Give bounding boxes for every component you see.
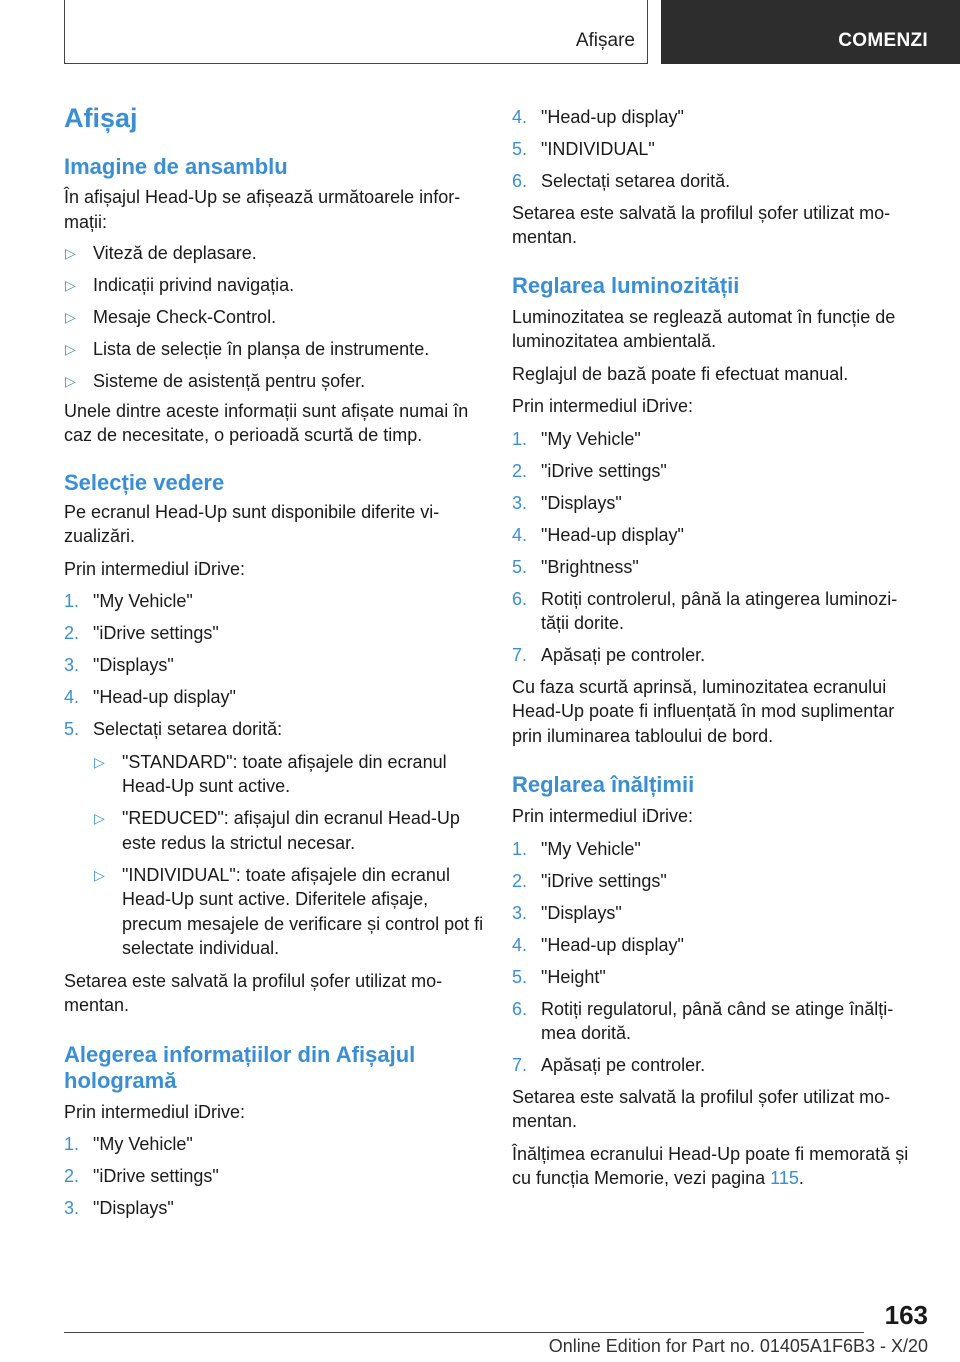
page-title: Afișaj <box>64 103 138 133</box>
list-item: 5. "Height" <box>512 966 606 987</box>
list-item: 5. "INDIVIDUAL" <box>512 139 655 159</box>
list-item: 4. "Head-up display" <box>512 934 684 955</box>
triangle-bullet-icon: ▷ <box>65 245 76 261</box>
heading-brightness: Reglarea luminozității <box>512 272 740 298</box>
left-column <box>64 100 484 1221</box>
view-intro: Pe ecranul Head-Up sunt disponibile diferite vi-zualizări. <box>64 501 440 546</box>
list-item: 3. "Displays" <box>64 1198 174 1218</box>
height-memory-note: Înălțimea ecranului Head-Up poate fi memorată și cu funcția Memorie, vezi pagina 115. <box>512 1143 909 1188</box>
list-item: 7. Apăsați pe controler. <box>512 645 706 665</box>
brightness-idrive: Prin intermediul iDrive: <box>512 396 694 416</box>
list-item: 6. Rotiți controlerul, până la atingerea luminozi-tății dorite. <box>512 588 898 633</box>
list-item: ▷ "REDUCED": afișajul din ecranul Head-Up este redus la strictul necesar. <box>94 808 460 853</box>
footer-edition: Online Edition for Part no. 01405A1F6B3 - X/20 <box>548 1336 928 1356</box>
list-item: ▷ "INDIVIDUAL": toate afișajele din ecranul Head-Up sunt active. Diferitele afișaje, precum mesajele de verificare și control pot fi selectate individual. <box>94 864 484 958</box>
list-item: 1. "My Vehicle" <box>64 591 193 611</box>
heading-overview: Imagine de ansamblu <box>64 154 288 179</box>
header-section-box <box>64 0 648 64</box>
list-item: 2. "iDrive settings" <box>512 870 667 891</box>
list-item: 1. "My Vehicle" <box>512 428 641 449</box>
triangle-bullet-icon: ▷ <box>94 866 105 883</box>
page-number: 163 <box>884 1300 928 1330</box>
triangle-bullet-icon: ▷ <box>65 309 76 325</box>
view-saved-note: Setarea este salvată la profilul șofer utilizat mo-mentan. <box>64 970 443 1015</box>
header-chapter: COMENZI <box>838 30 928 51</box>
heading-view-selection: Selecție vedere <box>64 469 225 495</box>
list-item: 7. Apăsați pe controler. <box>512 1055 706 1075</box>
list-item: 1. "My Vehicle" <box>512 838 641 859</box>
hologram-saved-note: Setarea este salvată la profilul șofer utilizat mo-mentan. <box>512 202 891 247</box>
hologram-steps-continued <box>512 105 922 194</box>
overview-note: Unele dintre aceste informații sunt afișate numai în caz de necesitate, o perioadă scurtă de timp. <box>64 400 469 445</box>
page-reference-link[interactable]: 115 <box>770 1168 799 1188</box>
view-steps <box>64 589 484 961</box>
footer-divider <box>64 1332 864 1333</box>
header-chapter-box <box>661 0 960 64</box>
triangle-bullet-icon: ▷ <box>65 373 76 389</box>
list-item: 4. "Head-up display" <box>64 687 236 707</box>
triangle-bullet-icon: ▷ <box>65 341 76 357</box>
hologram-steps <box>64 1132 484 1221</box>
list-item: 6. Rotiți regulatorul, până când se atinge înălți-mea dorită. <box>512 998 894 1043</box>
list-item: ▷ "STANDARD": toate afișajele din ecranul Head-Up sunt active. <box>94 751 447 796</box>
brightness-intro: Luminozitatea se reglează automat în funcție de luminozitatea ambientală. <box>512 306 896 351</box>
height-idrive: Prin intermediul iDrive: <box>512 806 694 826</box>
triangle-bullet-icon: ▷ <box>94 810 105 826</box>
height-saved-note: Setarea este salvată la profilul șofer utilizat mo-mentan. <box>512 1086 891 1131</box>
header-section: Afișare <box>575 30 635 51</box>
list-item: ▷ Mesaje Check-Control. <box>64 305 484 330</box>
right-column <box>512 100 922 1191</box>
list-item: 5. "Brightness" <box>512 556 639 577</box>
brightness-manual: Reglajul de bază poate fi efectuat manual. <box>512 363 849 384</box>
height-steps <box>512 837 922 1078</box>
list-item: 3. "Displays" <box>64 655 174 675</box>
list-item: 6. Selectați setarea dorită. <box>512 171 731 191</box>
brightness-steps <box>512 427 922 668</box>
list-item: 2. "iDrive settings" <box>64 623 219 643</box>
triangle-bullet-icon: ▷ <box>94 753 105 770</box>
heading-hologram: Alegerea informațiilor din Afișajul hologramă <box>64 1041 416 1093</box>
view-sub-options <box>93 750 484 961</box>
overview-intro: În afișajul Head-Up se afișează următoarele infor-mații: <box>64 187 461 232</box>
list-item: 2. "iDrive settings" <box>64 1166 219 1186</box>
list-item: 2. "iDrive settings" <box>512 460 667 481</box>
list-item: 4. "Head-up display" <box>512 107 684 127</box>
list-item: 1. "My Vehicle" <box>64 1134 193 1154</box>
list-item: ▷ Indicații privind navigația. <box>64 273 484 298</box>
view-idrive: Prin intermediul iDrive: <box>64 558 246 579</box>
list-item: 3. "Displays" <box>512 492 622 513</box>
triangle-bullet-icon: ▷ <box>65 277 76 293</box>
heading-height: Reglarea înălțimii <box>512 772 695 797</box>
list-item: 5. Selectați setarea dorită: <box>64 719 283 739</box>
list-item: 3. "Displays" <box>512 902 622 923</box>
list-item: ▷ Sisteme de asistență pentru șofer. <box>64 369 484 394</box>
overview-bullets <box>64 241 484 394</box>
list-item: ▷ Viteză de deplasare. <box>64 241 484 266</box>
list-item: ▷ Lista de selecție în planșa de instrumente. <box>64 337 484 362</box>
hologram-idrive: Prin intermediul iDrive: <box>64 1101 246 1122</box>
list-item: 4. "Head-up display" <box>512 524 684 545</box>
brightness-note: Cu faza scurtă aprinsă, luminozitatea ecranului Head-Up poate fi influențată în mod suplimentar prin iluminarea tabloului de bord. <box>512 676 895 746</box>
